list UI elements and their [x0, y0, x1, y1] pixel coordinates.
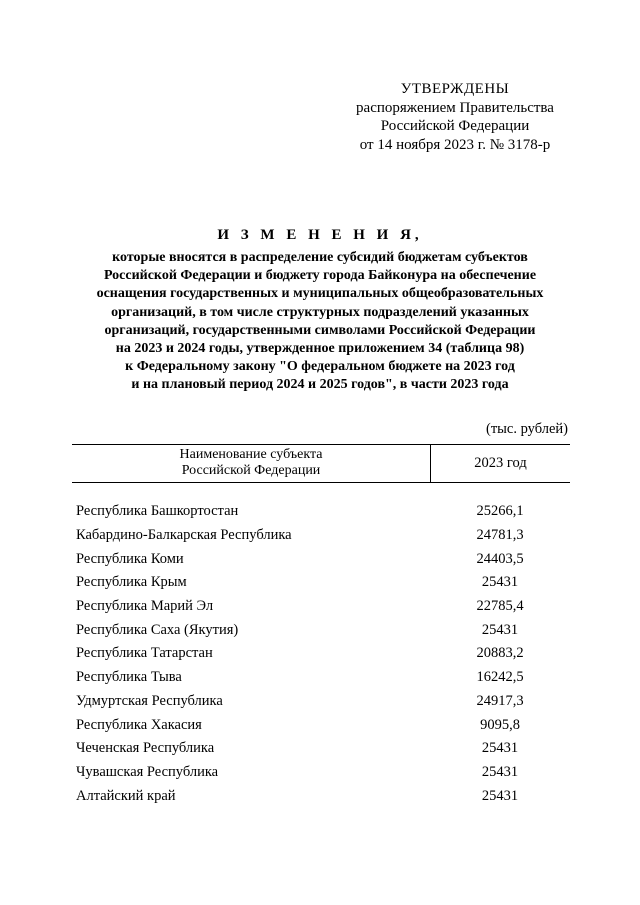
row-name: Чеченская Республика — [76, 740, 215, 757]
approval-line-3: от 14 ноября 2023 г. № 3178-р — [359, 136, 551, 153]
row-value: 25431 — [481, 621, 519, 638]
title-line-2: Российской Федерации и бюджету города Байконура на обеспечение — [103, 268, 537, 284]
row-name: Республика Коми — [76, 550, 184, 567]
row-value: 25266,1 — [476, 503, 524, 520]
row-name: Республика Марий Эл — [76, 598, 214, 615]
title-line-8: и на плановый период 2024 и 2025 годов", в части 2023 года — [131, 377, 509, 393]
table-row — [72, 713, 570, 737]
table-header — [72, 444, 570, 483]
units-label: (тыс. рублей) — [486, 421, 568, 437]
row-value: 25431 — [481, 763, 519, 780]
title-line-5: организаций, государственными символами Российской Федерации — [104, 322, 536, 338]
table-row — [72, 618, 570, 642]
header-name-column — [72, 445, 431, 482]
row-value: 16242,5 — [476, 669, 524, 686]
title-line-6: на 2023 и 2024 годы, утвержденное приложением 34 (таблица 98) — [115, 341, 525, 357]
row-value: 24403,5 — [476, 550, 524, 567]
title-line-1: которые вносятся в распределение субсидий бюджетам субъектов — [112, 250, 528, 265]
table-row — [72, 666, 570, 690]
table-row — [72, 761, 570, 785]
row-name: Алтайский край — [76, 787, 176, 804]
header-name-line-1: Наименование субъекта — [179, 447, 323, 462]
row-name: Удмуртская Республика — [76, 692, 223, 709]
table-row — [72, 571, 570, 595]
title-line-4: организаций, в том числе структурных подразделений указанных — [111, 304, 529, 320]
subsidy-table — [72, 444, 570, 808]
header-name-line-2: Российской Федерации — [181, 463, 321, 478]
row-name: Республика Хакасия — [76, 716, 202, 733]
row-name: Республика Башкортостан — [76, 503, 239, 520]
table-body — [72, 500, 570, 808]
approval-line-2: Российской Федерации — [380, 118, 530, 134]
document-title — [40, 227, 600, 395]
row-name: Чувашская Республика — [76, 763, 219, 780]
row-name: Республика Тыва — [76, 669, 182, 686]
approval-line-1: распоряжением Правительства — [356, 99, 554, 116]
table-row — [72, 524, 570, 548]
row-value: 25431 — [481, 740, 519, 757]
table-row — [72, 690, 570, 714]
row-value: 20883,2 — [476, 645, 524, 662]
approval-heading: УТВЕРЖДЕНЫ — [400, 81, 510, 97]
row-value: 22785,4 — [476, 598, 524, 615]
table-row — [72, 737, 570, 761]
table-row — [72, 547, 570, 571]
title-subtitle — [40, 249, 600, 395]
table-row — [72, 500, 570, 524]
approval-block — [330, 80, 580, 154]
row-value: 24917,3 — [476, 692, 524, 709]
row-name: Республика Крым — [76, 574, 187, 591]
row-name: Республика Саха (Якутия) — [76, 621, 239, 638]
title-main: И З М Е Н Е Н И Я, — [217, 227, 423, 243]
title-line-7: к Федеральному закону "О федеральном бюджете на 2023 год — [125, 359, 515, 375]
table-row — [72, 784, 570, 808]
title-line-3: оснащения государственных и муниципальных общеобразовательных — [96, 286, 544, 302]
row-value: 25431 — [481, 787, 519, 804]
table-row — [72, 595, 570, 619]
header-year-column: 2023 год — [474, 455, 527, 471]
table-row — [72, 642, 570, 666]
row-value: 9095,8 — [480, 716, 520, 733]
row-value: 24781,3 — [476, 527, 524, 544]
row-name: Республика Татарстан — [76, 645, 213, 662]
row-name: Кабардино-Балкарская Республика — [76, 527, 292, 544]
row-value: 25431 — [481, 574, 519, 591]
